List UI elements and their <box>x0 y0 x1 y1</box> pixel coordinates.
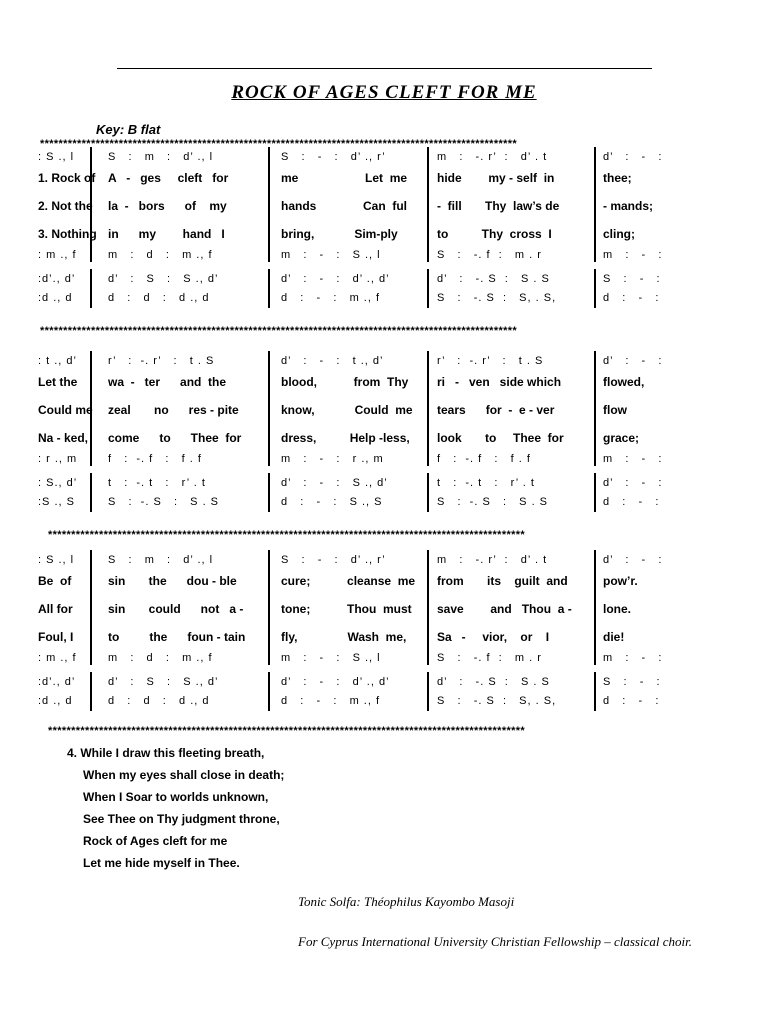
solfa-cell: m : -. r’ : d’ . t <box>437 151 548 163</box>
lyric-cell: la - bors of my <box>108 199 227 213</box>
lyric-cell: bring, Sim-ply <box>281 227 398 241</box>
solfa-cell: d : - : S ., S <box>281 496 383 508</box>
solfa-cell: d’ : -. S : S . S <box>437 273 550 285</box>
lyric-cell: sin could not a - <box>108 602 244 616</box>
lyric-cell: thee; <box>603 171 632 185</box>
bar-line <box>427 550 429 665</box>
page-title: ROCK OF AGES CLEFT FOR ME <box>231 82 537 103</box>
solfa-cell: m : - : S ., l <box>281 652 381 664</box>
solfa-cell: m : - : r ., m <box>281 453 384 465</box>
solfa-cell: m : d : m ., f <box>108 249 213 261</box>
star-divider: ******************************************************************************************************* <box>48 530 525 540</box>
solfa-cell: : S., d’ <box>38 477 78 489</box>
solfa-cell: f : -. f : f . f <box>108 453 202 465</box>
bar-line <box>268 550 270 665</box>
bar-line <box>427 473 429 512</box>
solfa-cell: d : - : <box>603 292 660 304</box>
bar-line <box>594 672 596 711</box>
lyric-cell: Be of <box>38 574 72 588</box>
lyric-cell: ri - ven side which <box>437 375 562 389</box>
lyric-cell: Sa - vior, or I <box>437 630 550 644</box>
verse-4-line: Rock of Ages cleft for me <box>83 834 228 848</box>
solfa-cell: m : d : m ., f <box>108 652 213 664</box>
bar-line <box>268 351 270 466</box>
lyric-cell: come to Thee for <box>108 431 242 445</box>
solfa-cell: d’ : - : <box>603 554 663 566</box>
lyric-cell: All for <box>38 602 73 616</box>
bar-line <box>427 672 429 711</box>
lyric-cell: 2. Not the <box>38 199 93 213</box>
lyric-cell: to the foun - tain <box>108 630 246 644</box>
solfa-cell: d : - : <box>603 496 660 508</box>
bar-line <box>90 550 92 665</box>
lyric-cell: hands Can ful <box>281 199 408 213</box>
verse-4-line: Let me hide myself in Thee. <box>83 856 240 870</box>
solfa-cell: S : -. S : S, . S, <box>437 695 557 707</box>
bar-line <box>90 147 92 262</box>
lyric-cell: tone; Thou must <box>281 602 412 616</box>
lyric-cell: Let the <box>38 375 78 389</box>
key-signature: Key: B flat <box>96 122 161 137</box>
solfa-cell: d’ : - : S ., d’ <box>281 477 388 489</box>
bar-line <box>594 351 596 466</box>
bar-line <box>427 147 429 262</box>
solfa-cell: t : -. t : r’ . t <box>108 477 206 489</box>
solfa-cell: : m ., f <box>38 652 77 664</box>
solfa-cell: d : - : m ., f <box>281 695 381 707</box>
verse-4-line: 4. While I draw this fleeting breath, <box>67 746 265 760</box>
bar-line <box>594 473 596 512</box>
lyric-cell: me Let me <box>281 171 408 185</box>
solfa-cell: :d ., d <box>38 292 73 304</box>
verse-4-line: See Thee on Thy judgment throne, <box>83 812 280 826</box>
bar-line <box>594 147 596 262</box>
solfa-cell: d’ : S : S ., d’ <box>108 273 219 285</box>
solfa-cell: d’ : - : t ., d’ <box>281 355 384 367</box>
lyric-cell: cling; <box>603 227 635 241</box>
lyric-cell: look to Thee for <box>437 431 564 445</box>
solfa-cell: r’ : -. r’ : t . S <box>108 355 215 367</box>
solfa-cell: d’ : - : d’ ., d’ <box>281 273 390 285</box>
star-divider: ******************************************************************************************************* <box>40 326 517 336</box>
lyric-cell: sin the dou - ble <box>108 574 237 588</box>
solfa-cell: t : -. t : r’ . t <box>437 477 535 489</box>
lyric-cell: Na - ked, <box>38 431 89 445</box>
solfa-cell: S : m : d’ ., l <box>108 151 214 163</box>
verse-4-line: When I Soar to worlds unknown, <box>83 790 269 804</box>
lyric-cell: 1. Rock of <box>38 171 96 185</box>
solfa-cell: S : - : d’ ., r’ <box>281 151 386 163</box>
lyric-cell: grace; <box>603 431 640 445</box>
solfa-cell: f : -. f : f . f <box>437 453 531 465</box>
bar-line <box>90 672 92 711</box>
solfa-cell: d : d : d ., d <box>108 292 210 304</box>
solfa-cell: d’ : - : <box>603 477 663 489</box>
lyric-cell: tears for - e - ver <box>437 403 555 417</box>
solfa-cell: r’ : -. r’ : t . S <box>437 355 544 367</box>
bar-line <box>594 269 596 308</box>
solfa-cell: S : m : d’ ., l <box>108 554 214 566</box>
solfa-cell: d’ : - : <box>603 355 663 367</box>
solfa-cell: :d ., d <box>38 695 73 707</box>
top-rule <box>117 68 652 69</box>
verse-4-line: When my eyes shall close in death; <box>83 768 285 782</box>
solfa-cell: d’ : -. S : S . S <box>437 676 550 688</box>
lyric-cell: know, Could me <box>281 403 413 417</box>
solfa-cell: d : - : <box>603 695 660 707</box>
lyric-cell: fly, Wash me, <box>281 630 407 644</box>
solfa-cell: m : - : <box>603 249 663 261</box>
lyric-cell: 3. Nothing <box>38 227 97 241</box>
solfa-cell: m : - : S ., l <box>281 249 381 261</box>
lyric-cell: Foul, I <box>38 630 74 644</box>
bar-line <box>268 473 270 512</box>
lyric-cell: Could me <box>38 403 93 417</box>
solfa-cell: d’ : S : S ., d’ <box>108 676 219 688</box>
lyric-cell: - mands; <box>603 199 654 213</box>
lyric-cell: zeal no res - pite <box>108 403 239 417</box>
lyric-cell: flowed, <box>603 375 645 389</box>
lyric-cell: blood, from Thy <box>281 375 409 389</box>
solfa-cell: m : -. r’ : d’ . t <box>437 554 548 566</box>
solfa-cell: S : -. S : S . S <box>437 496 549 508</box>
bar-line <box>594 550 596 665</box>
solfa-cell: : S ., l <box>38 554 75 566</box>
solfa-cell: : m ., f <box>38 249 77 261</box>
solfa-cell: S : -. S : S, . S, <box>437 292 557 304</box>
bar-line <box>268 672 270 711</box>
solfa-cell: d’ : - : d’ ., d’ <box>281 676 390 688</box>
star-divider: ******************************************************************************************************* <box>40 139 517 149</box>
solfa-cell: : S ., l <box>38 151 75 163</box>
bar-line <box>427 269 429 308</box>
lyric-cell: dress, Help -less, <box>281 431 410 445</box>
solfa-cell: S : - : <box>603 273 661 285</box>
solfa-cell: :S ., S <box>38 496 75 508</box>
solfa-cell: :d’., d’ <box>38 273 76 285</box>
bar-line <box>427 351 429 466</box>
star-divider: ******************************************************************************************************* <box>48 726 525 736</box>
solfa-cell: S : - : <box>603 676 661 688</box>
solfa-cell: S : -. f : m . r <box>437 249 542 261</box>
solfa-cell: d : - : m ., f <box>281 292 381 304</box>
bar-line <box>90 473 92 512</box>
bar-line <box>268 269 270 308</box>
choir-credit: For Cyprus International University Christian Fellowship – classical choir. <box>298 934 692 949</box>
lyric-cell: wa - ter and the <box>108 375 227 389</box>
lyric-cell: to Thy cross I <box>437 227 552 241</box>
bar-line <box>90 351 92 466</box>
lyric-cell: die! <box>603 630 625 644</box>
solfa-cell: : t ., d’ <box>38 355 77 367</box>
solfa-cell: :d’., d’ <box>38 676 76 688</box>
lyric-cell: A - ges cleft for <box>108 171 229 185</box>
lyric-cell: in my hand I <box>108 227 225 241</box>
bar-line <box>90 269 92 308</box>
lyric-cell: hide my - self in <box>437 171 555 185</box>
lyric-cell: save and Thou a - <box>437 602 572 616</box>
solfa-cell: d’ : - : <box>603 151 663 163</box>
solfa-cell: m : - : <box>603 453 663 465</box>
lyric-cell: pow’r. <box>603 574 638 588</box>
lyric-cell: lone. <box>603 602 632 616</box>
lyric-cell: cure; cleanse me <box>281 574 416 588</box>
solfa-cell: d : d : d ., d <box>108 695 210 707</box>
bar-line <box>268 147 270 262</box>
solfa-cell: : r ., m <box>38 453 78 465</box>
solfa-cell: S : -. S : S . S <box>108 496 220 508</box>
lyric-cell: from its guilt and <box>437 574 568 588</box>
verse-4 <box>67 742 284 874</box>
solfa-credit: Tonic Solfa: Théophilus Kayombo Masoji <box>298 894 515 909</box>
solfa-cell: S : -. f : m . r <box>437 652 542 664</box>
lyric-cell: flow <box>603 403 627 417</box>
solfa-cell: m : - : <box>603 652 663 664</box>
lyric-cell: - fill Thy law’s de <box>437 199 560 213</box>
solfa-cell: S : - : d’ ., r’ <box>281 554 386 566</box>
